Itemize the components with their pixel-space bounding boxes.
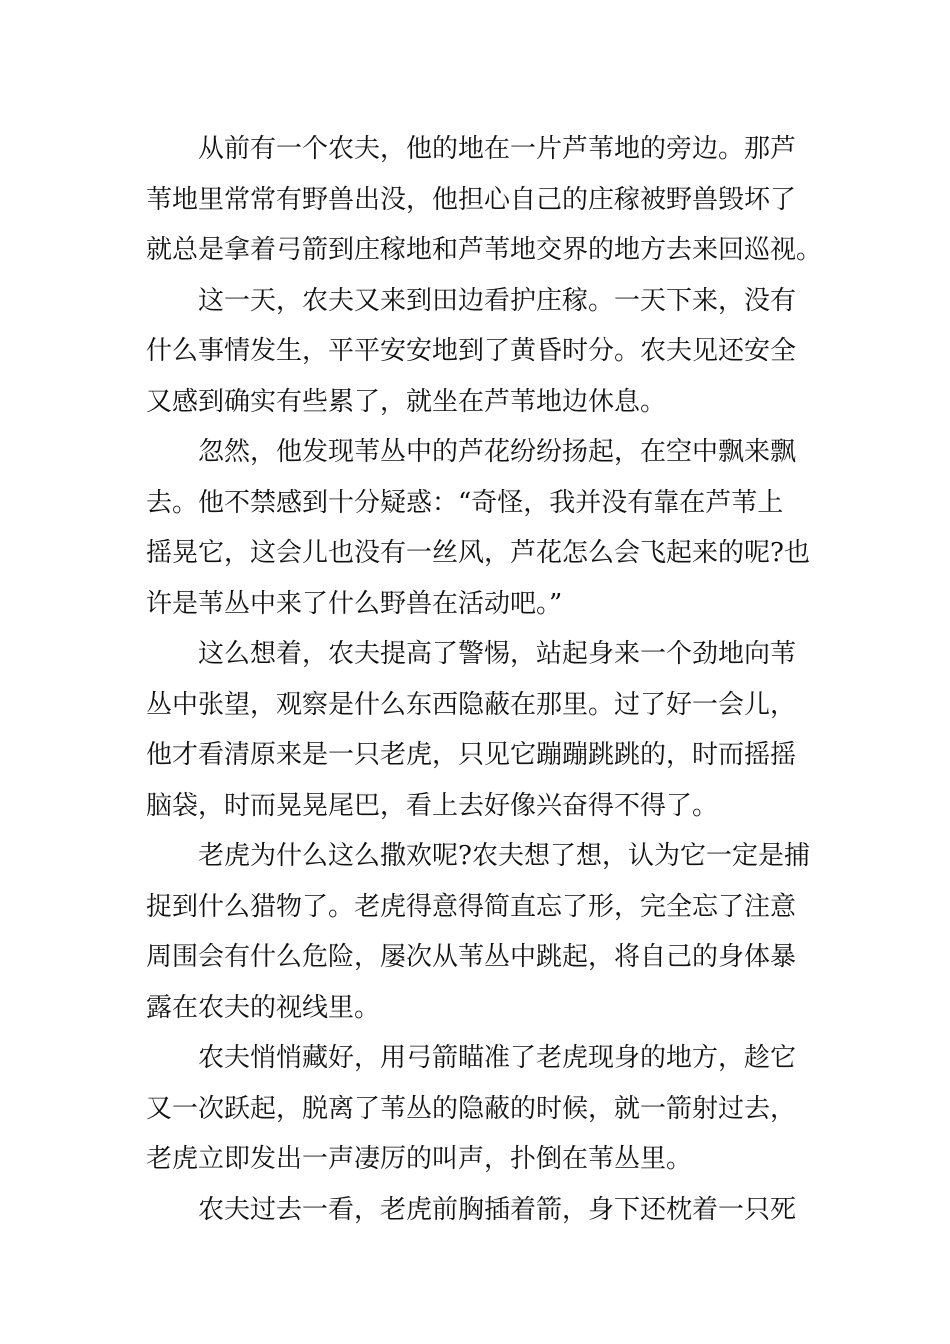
paragraph-first-line: 从前有一个农夫，他的地在一片芦苇地的旁边。那芦 xyxy=(198,134,797,164)
paragraph-line: 露在农夫的视线里。 xyxy=(146,992,381,1023)
paragraph-line: 摇晃它，这会儿也没有一丝风，芦花怎么会飞起来的呢?也 xyxy=(146,538,810,568)
paragraph-line: 又一次跃起，脱离了苇丛的隐蔽的时候，就一箭射过去， xyxy=(146,1093,797,1124)
document-body xyxy=(146,124,823,1235)
paragraph-line: 丛中张望，观察是什么东西隐蔽在那里。过了好一会儿， xyxy=(146,689,797,720)
paragraph-first-line: 忽然，他发现苇丛中的芦花纷纷扬起，在空中飘来飘 xyxy=(198,437,797,467)
paragraph-first-line: 老虎为什么这么撒欢呢?农夫想了想，认为它一定是捕 xyxy=(198,841,810,871)
paragraph-line: 去。他不禁感到十分疑惑：“奇怪，我并没有靠在芦苇上 xyxy=(146,487,784,518)
paragraph-first-line: 农夫悄悄藏好，用弓箭瞄准了老虎现身的地方，趁它 xyxy=(198,1043,797,1073)
paragraph-line: 又感到确实有些累了，就坐在芦苇地边休息。 xyxy=(146,386,667,417)
paragraph-line: 周围会有什么危险，屡次从苇丛中跳起，将自己的身体暴 xyxy=(146,942,797,972)
paragraph-line: 就总是拿着弓箭到庄稼地和芦苇地交界的地方去来回巡视。 xyxy=(146,235,823,265)
paragraph-line: 苇地里常常有野兽出没，他担心自己的庄稼被野兽毁坏了 xyxy=(146,184,797,215)
paragraph-line: 捉到什么猎物了。老虎得意得简直忘了形，完全忘了注意 xyxy=(146,891,797,922)
paragraph-line: 他才看清原来是一只老虎，只见它蹦蹦跳跳的，时而摇摇 xyxy=(146,740,797,770)
paragraph-line: 脑袋，时而晃晃尾巴，看上去好像兴奋得不得了。 xyxy=(146,790,719,821)
paragraph-first-line: 农夫过去一看，老虎前胸插着箭，身下还枕着一只死 xyxy=(198,1194,797,1225)
paragraph-line: 什么事情发生，平平安安地到了黄昏时分。农夫见还安全 xyxy=(146,336,797,366)
paragraph-first-line: 这么想着，农夫提高了警惕，站起身来一个劲地向苇 xyxy=(198,639,797,669)
paragraph-line: 老虎立即发出一声凄厉的叫声，扑倒在苇丛里。 xyxy=(146,1144,693,1174)
paragraph-line: 许是苇丛中来了什么野兽在活动吧。” xyxy=(146,588,563,619)
paragraph-first-line: 这一天，农夫又来到田边看护庄稼。一天下来，没有 xyxy=(198,285,797,316)
